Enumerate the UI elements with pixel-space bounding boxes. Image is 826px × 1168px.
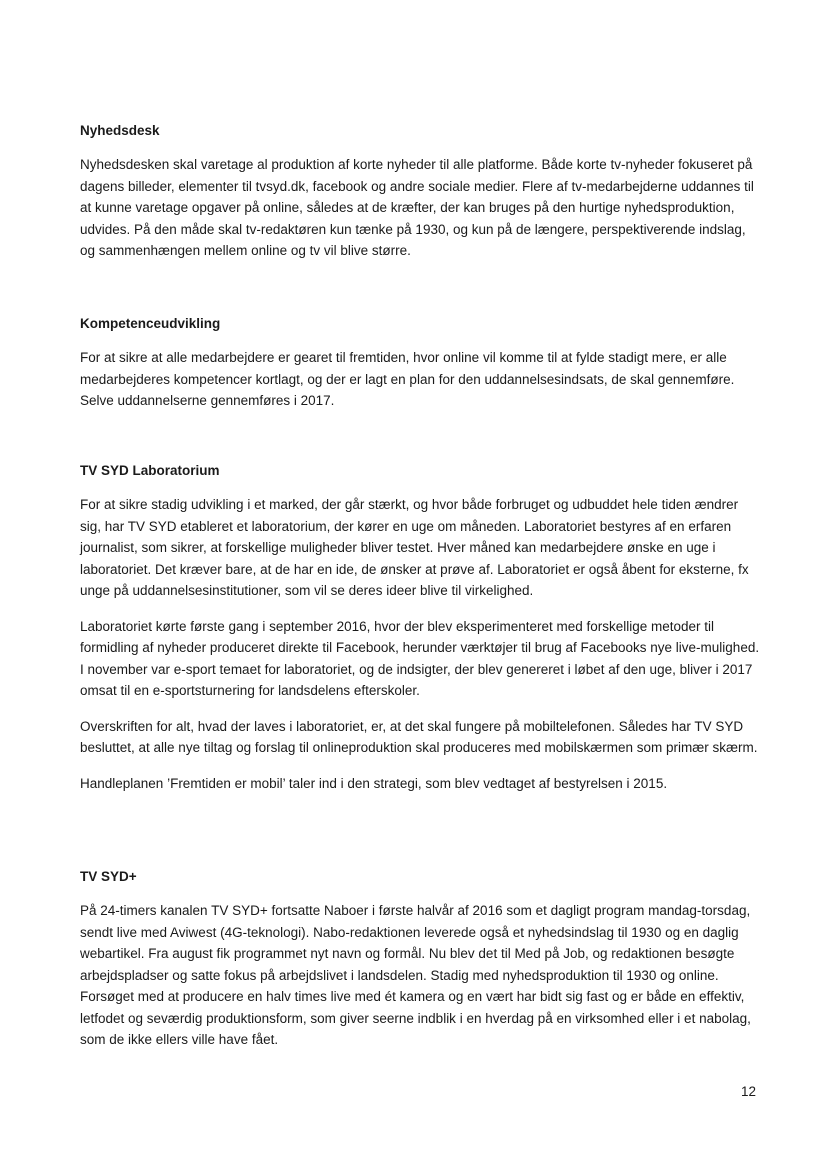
section-paragraph: Overskriften for alt, hvad der laves i laboratoriet, er, at det skal fungere på mobiltelefonen. Således har TV SYD besluttet, at alle nye tiltag og forslag til onlineproduktion skal produceres med mobilskærmen som primær skærm. [80, 718, 758, 755]
section-paragraph: For at sikre at alle medarbejdere er gearet til fremtiden, hvor online vil komme til at fylde stadigt mere, er alle medarbejderes kompetencer kortlagt, og der er lagt en plan for den uddannelsesindsats, de skal gennemføre. Selve uddannelserne gennemføres i 2017. [80, 350, 735, 408]
section-nyhedsdesk [80, 122, 760, 262]
section-kompetenceudvikling [80, 315, 760, 412]
section-heading: Nyhedsdesk [80, 123, 160, 138]
section-tv-syd-plus [80, 868, 760, 1051]
section-paragraph: På 24-timers kanalen TV SYD+ fortsatte Naboer i første halvår af 2016 som et dagligt program mandag-torsdag, sendt live med Aviwest (4G-teknologi). Nabo-redaktionen leverede også et nyhedsindslag til 1930 og en daglig webartikel. Fra august fik programmet nyt navn og formål. Nu blev det til Med på Job, og redaktionen besøgte arbejdspladser og satte fokus på arbejdslivet i landsdelen. Stadig med nyhedsproduktion til 1930 og online. Forsøget med at producere en halv times live med ét kamera og en vært har bidt sig fast og er både en effektiv, letfodet og seværdig produktionsform, som giver seerne indblik i en hverdag på en virksomhed eller i et nabolag, som de ikke ellers ville have fået. [80, 903, 751, 1047]
section-heading: Kompetenceudvikling [80, 316, 221, 331]
section-heading: TV SYD Laboratorium [80, 463, 220, 478]
page-number: 12 [741, 1084, 757, 1099]
section-paragraph: Nyhedsdesken skal varetage al produktion af korte nyheder til alle platforme. Både korte tv-nyheder fokuseret på dagens billeder, elementer til tvsyd.dk, facebook og andre sociale medier. Flere af tv-medarbejderne uddannes til at kunne varetage opgaver på online, således at de kræfter, der kan bruges på den hurtige nyhedsproduktion, udvides. På den måde skal tv-redaktøren kun tænke på 1930, og kun på de længere, perspektiverende indslag, og sammenhængen mellem online og tv vil blive større. [80, 157, 754, 258]
section-paragraph: Handleplanen ’Fremtiden er mobil’ taler ind i den strategi, som blev vedtaget af bestyrelsen i 2015. [80, 775, 668, 791]
section-tv-syd-laboratorium [80, 462, 760, 794]
section-paragraph: Laboratoriet kørte første gang i september 2016, hvor der blev eksperimenteret med forskellige metoder til formidling af nyheder produceret direkte til Facebook, herunder værktøjer til brug af Facebooks nye live-mulighed. I november var e-sport temaet for laboratoriet, og de indsigter, der blev genereret i løbet af den uge, bliver i 2017 omsat til en e-sportsturnering for landsdelens efterskoler. [80, 618, 760, 698]
section-heading: TV SYD+ [80, 869, 137, 884]
section-paragraph: For at sikre stadig udvikling i et marked, der går stærkt, og hvor både forbruget og udbuddet hele tiden ændrer sig, har TV SYD etableret et laboratorium, der kører en uge om måneden. Laboratoriet bestyres af en erfaren journalist, som sikrer, at forskellige muligheder bliver testet. Hver måned kan medarbejdere ønske en uge i laboratoriet. Det kræver bare, at de har en ide, de ønsker at prøve af. Laboratoriet er også åbent for eksterne, fx unge på uddannelsesinstitutioner, som vil se deres ideer blive til virkelighed. [80, 497, 749, 598]
